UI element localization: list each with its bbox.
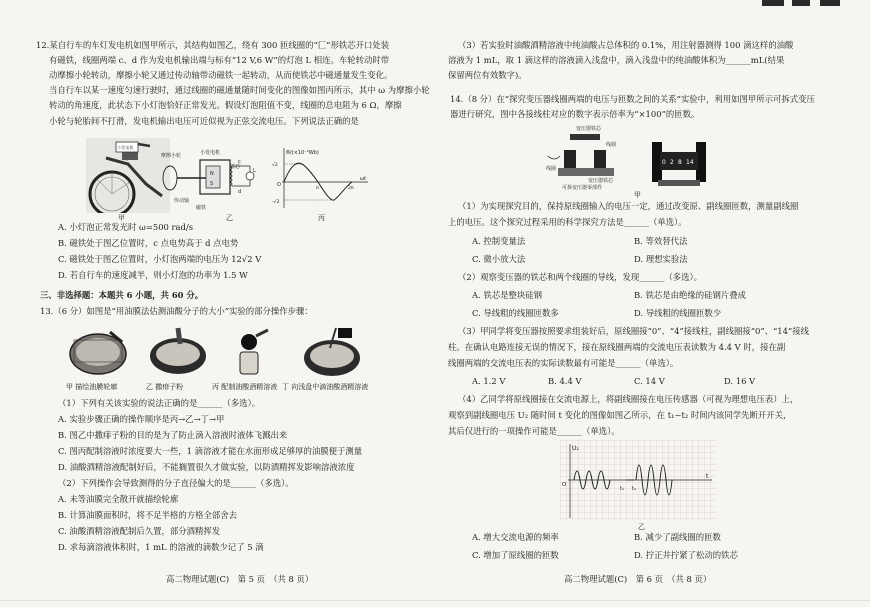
generator-structure-diagram — [160, 148, 260, 210]
q14-sub4-line-3: 其后仅进行的一项操作可能是______（单选）。 — [448, 426, 620, 436]
q13-sub3-line-3: 保留两位有效数字)。 — [448, 70, 527, 80]
q14-sub2-a: A. 铁芯是整块硅钢 — [472, 290, 542, 300]
caption-bing: 丙 配制油酸酒精溶液 — [212, 383, 278, 391]
q14-sub4-c: C. 增加了原线圈的匝数 — [472, 550, 559, 560]
q12-line-1: 12.某自行车的车灯发电机如图甲所示，其结构如图乙，绕有 300 匝线圈的“匚”形铁芯开口处装 — [36, 40, 390, 50]
terminal-8: 8 — [678, 159, 682, 166]
q13-sub2-c: C. 油酸酒精溶液配制后久置，部分酒精挥发 — [58, 526, 221, 536]
q14-sub3-b: B. 4.4 V — [548, 376, 582, 386]
caption-jia: 甲 描绘油膜轮廓 — [66, 383, 118, 391]
terminal-14: 14 — [686, 159, 694, 166]
q13-sub2-a: A. 未等油膜完全散开就描绘轮廓 — [58, 494, 179, 504]
q13-sub2-d: D. 求每滴溶液体积时，1 mL 的溶液的滴数少记了 5 滴 — [58, 542, 264, 552]
photo-prepare-solution — [226, 328, 272, 380]
graph-tick-2pi: 2π — [348, 186, 354, 191]
fig-jia-caption: 甲 — [118, 214, 125, 222]
q13-sub1: （1）下列有关该实验的说法正确的是______（多选）。 — [58, 398, 261, 408]
movable-core-label: 变压器铁芯 — [576, 126, 602, 132]
scan-mark-2 — [792, 0, 810, 6]
q14-sub2: （2）观察变压器的铁芯和两个线圈的导线，发现______（多选）。 — [458, 272, 703, 282]
q13-sub1-b: B. 图乙中撒痱子粉的目的是为了防止滴入溶液时液体飞溅出来 — [58, 430, 288, 440]
q14-sub3-a: A. 1.2 V — [472, 376, 506, 386]
q14-sub4-line-2: 观察到副线圈电压 U₂ 随时间 t 变化的图像如图乙所示，在 t₁~t₂ 时间内该同学先断开开关， — [448, 410, 792, 420]
voltage-sensor-graph — [560, 440, 716, 520]
q13-sub1-d: D. 油酸酒精溶液配制好后，不能搁置很久才做实验，以防酒精挥发影响溶液浓度 — [58, 462, 355, 472]
graph-tick-pos: √2 — [272, 163, 278, 168]
wire-label: 线圈 — [546, 166, 557, 172]
q12-line-4: 当自行车以某一速度匀速行驶时，通过线圈的磁通量随时间变化的图像如图丙所示，其中 ω 为摩擦小轮 — [49, 85, 430, 95]
flux-time-graph — [272, 146, 372, 210]
caption-ding: 丁 向浅盘中滴油酸酒精溶液 — [282, 383, 369, 391]
scan-mark-1 — [762, 0, 784, 6]
terminal-c: c — [238, 159, 241, 165]
section-3-heading: 三、非选择题：本题共 6 小题，共 60 分。 — [40, 290, 204, 300]
q14-sub3-line-2: 柱。在确认电路连接无误的情况下，接在原线圈两端的交流电压表读数为 4.4 V 时，接在副 — [448, 342, 786, 352]
q12-option-a: A. 小灯泡正常发光时 ω=500 rad/s — [58, 222, 194, 232]
q14-sub3-line-1: （3）甲同学将变压器按照要求组装好后，原线圈接“0”、“4”接线柱，副线圈接“0”、“14”接线 — [458, 326, 809, 336]
u2-axis-label: U₂ — [572, 445, 579, 452]
page-6-footer: 高二物理试题(C) 第 6 页 （共 8 页） — [564, 574, 712, 584]
q12-option-c: C. 磁铁处于图乙位置时，小灯泡两端的电压为 12√2 V — [58, 254, 262, 264]
core-b-label: 变压器铁芯 — [588, 178, 614, 184]
q14-sub3-line-3: 线圈两端的交流电压表的实际读数最有可能是______（单选）。 — [448, 358, 679, 368]
q14-sub2-d: D. 导线粗的线圈匝数少 — [634, 308, 722, 318]
friction-wheel-label: 摩擦小轮 — [161, 153, 182, 159]
q14-sub3-d: D. 16 V — [724, 376, 756, 386]
q13-sub3-line-2: 溶液为 1 mL，取 1 滴这样的溶液滴入浅盘中，滴入浅盘中的纯油酸体积为______mL(结果 — [448, 55, 785, 65]
q14-sub1-a: A. 控制变量法 — [472, 236, 526, 246]
q14-sub1-line-2: 上的电压。这个探究过程采用的科学探究方法是______（单选）。 — [448, 217, 687, 227]
magnet-label: 磁铁 — [196, 205, 207, 210]
q12-line-5: 转动的角速度，此状态下小灯泡恰好正常发光。假设灯泡阻值不变，线圈的总电阻为 6 Ω，摩擦 — [49, 100, 402, 110]
fig-bing-caption: 丙 — [318, 214, 325, 222]
q12-line-3: 动摩擦小轮转动，摩擦小轮又通过传动轴带动磁铁一起转动，从而使铁芯中磁通量发生变化。 — [49, 70, 393, 80]
graph-tick-pi: π — [316, 186, 319, 191]
scan-artifact — [0, 600, 870, 601]
inset-label: 小发电机 — [117, 145, 134, 150]
graph-tick-neg: -√2 — [272, 200, 280, 205]
terminal-d: d — [238, 189, 242, 195]
fig-jia-caption-right: 甲 — [634, 191, 641, 199]
q13-intro: 13.（6 分）如图是“用油膜法估测油酸分子的大小”实验的部分操作步骤： — [40, 306, 313, 316]
page-5-footer: 高二物理试题(C) 第 5 页 （共 8 页） — [166, 574, 314, 584]
q13-sub1-c: C. 图丙配制溶液时浓度要大一些，1 滴溶液才能在水面形成足够厚的油膜便于测量 — [58, 446, 363, 456]
q14-sub4-b: B. 减少了副线圈的匝数 — [634, 532, 721, 542]
generator-label: 小发电机 — [200, 150, 221, 156]
caption-yi: 乙 撒痱子粉 — [146, 383, 184, 391]
svg-text:S: S — [210, 181, 214, 187]
parts-label: 可拆变压器零部件 — [562, 185, 603, 190]
photo-trace-film — [66, 326, 130, 378]
coil-label: 线圈 — [606, 142, 617, 148]
page-6 — [440, 0, 870, 607]
fig-yi-caption: 乙 — [226, 214, 233, 222]
q12-line-6: 小轮与轮胎间不打滑，发电机输出电压可近似视为正弦交流电压。下列说法正确的是 — [49, 116, 359, 126]
q14-sub4-d: D. 拧正并拧紧了松动的铁芯 — [634, 550, 738, 560]
q14-sub2-b: B. 铁芯是由绝缘的硅钢片叠成 — [634, 290, 746, 300]
photo-drip-solution — [302, 326, 362, 378]
coil-terminals-figure — [648, 136, 710, 188]
t-axis-label: t — [706, 473, 709, 480]
svg-text:N: N — [210, 171, 214, 177]
t2-label: t₂ — [632, 486, 636, 492]
q14-intro-2: 器进行研究，图中各接线柱对应的数字表示倍率为“×100”的匝数。 — [450, 109, 700, 119]
q14-sub1-b: B. 等效替代法 — [634, 236, 688, 246]
t1-label: t₁ — [620, 486, 624, 492]
graph-x-label: ωt — [360, 176, 367, 182]
shaft-label: 传动轴 — [174, 198, 190, 204]
q14-sub3-c: C. 14 V — [634, 376, 665, 386]
q14-intro-1: 14.（8 分）在“探究变压器线圈两端的电压与匝数之间的关系”实验中，利用如图甲所示可拆式变压 — [450, 94, 815, 104]
q12-option-b: B. 磁铁处于图乙位置时，c 点电势高于 d 点电势 — [58, 238, 239, 248]
bicycle-generator-photo — [86, 138, 170, 213]
transformer-parts-figure — [544, 124, 640, 190]
q13-sub2: （2）下列操作会导致测得的分子直径偏大的是______（多选）。 — [58, 478, 294, 488]
origin-label: O — [562, 482, 567, 488]
scan-mark-3 — [820, 0, 840, 6]
terminal-0: 0 — [662, 159, 666, 166]
q14-sub4-a: A. 增大交流电源的频率 — [472, 532, 559, 542]
q13-sub3-line-1: （3）若实验时油酸酒精溶液中纯油酸占总体积的 0.1%，用注射器测得 100 滴这样的油酸 — [458, 40, 794, 50]
lamp-label: L — [253, 168, 256, 174]
terminal-2: 2 — [670, 159, 674, 166]
q14-sub4-line-1: （4）乙同学将原线圈接在交流电源上，将副线圈接在电压传感器（可视为理想电压表）上， — [458, 394, 799, 404]
q14-sub2-c: C. 导线粗的线圈匝数多 — [472, 308, 559, 318]
q12-option-d: D. 若自行车的速度减半，则小灯泡的功率为 1.5 W — [58, 270, 248, 280]
graph-yi-caption: 乙 — [638, 523, 645, 531]
q14-sub1-d: D. 理想实验法 — [634, 254, 688, 264]
q12-line-2: 有磁铁，线圈两端 c、d 作为发电机输出端与标有“12 V,6 W”的灯泡 L 相连。车轮转动时带 — [49, 55, 390, 65]
q14-sub1-c: C. 微小放大法 — [472, 254, 526, 264]
graph-origin: O — [277, 182, 281, 188]
photo-sprinkle-powder — [148, 326, 208, 378]
q13-sub2-b: B. 计算油膜面积时，将不足半格的方格全部舍去 — [58, 510, 237, 520]
q13-sub1-a: A. 实验步骤正确的操作顺序是丙→乙→丁→甲 — [58, 414, 225, 424]
core-label: 铁芯 — [230, 164, 241, 170]
q14-sub1-line-1: （1）为实现探究目的，保持原线圈输入的电压一定，通过改变原、副线圈匝数，测量副线圈 — [458, 201, 799, 211]
graph-y-label: Φ/(×10⁻²Wb) — [286, 150, 319, 156]
